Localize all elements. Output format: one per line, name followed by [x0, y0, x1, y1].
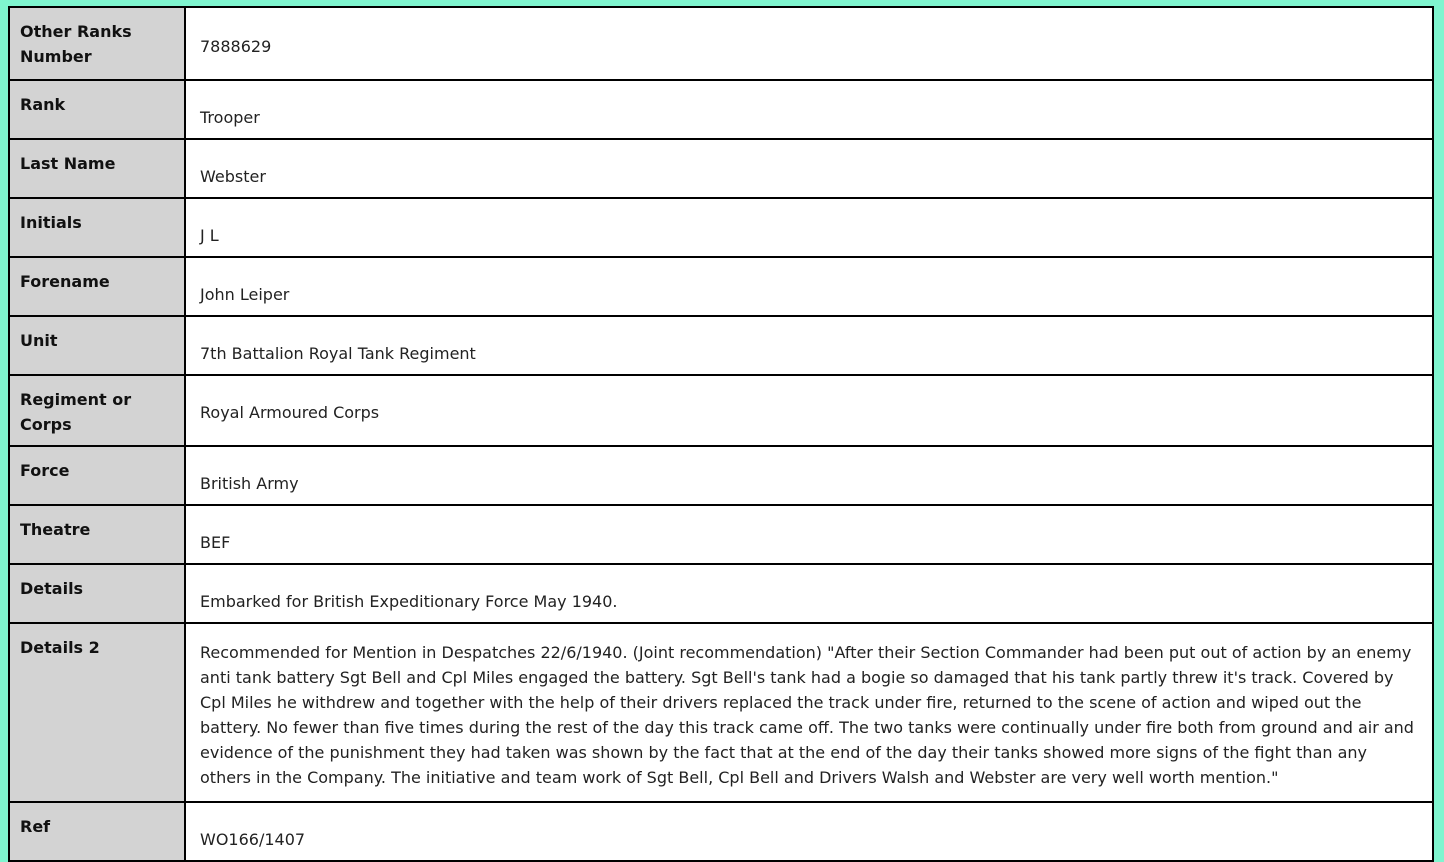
record-row-force — [9, 446, 1433, 505]
record-label: Details 2 — [9, 623, 185, 802]
record-label: Ref — [9, 802, 185, 861]
record-label: Unit — [9, 316, 185, 375]
record-row-rank — [9, 80, 1433, 139]
record-row-regiment-or-corps — [9, 375, 1433, 446]
record-label: Initials — [9, 198, 185, 257]
record-row-forename — [9, 257, 1433, 316]
record-value: Trooper — [185, 80, 1433, 139]
record-value: WO166/1407 — [185, 802, 1433, 861]
record-value: British Army — [185, 446, 1433, 505]
record-value: John Leiper — [185, 257, 1433, 316]
record-row-theatre — [9, 505, 1433, 564]
record-row-details — [9, 564, 1433, 623]
record-row-other-ranks-number — [9, 7, 1433, 80]
record-row-ref — [9, 802, 1433, 861]
record-label: Details — [9, 564, 185, 623]
record-value: 7888629 — [185, 7, 1433, 80]
record-value: Embarked for British Expeditionary Force May 1940. — [185, 564, 1433, 623]
record-row-last-name — [9, 139, 1433, 198]
record-label: Regiment or Corps — [9, 375, 185, 446]
record-label: Rank — [9, 80, 185, 139]
record-label: Forename — [9, 257, 185, 316]
service-record-table — [8, 6, 1434, 862]
record-value: 7th Battalion Royal Tank Regiment — [185, 316, 1433, 375]
record-label: Last Name — [9, 139, 185, 198]
record-value: Webster — [185, 139, 1433, 198]
record-label: Other Ranks Number — [9, 7, 185, 80]
record-value: J L — [185, 198, 1433, 257]
record-value: BEF — [185, 505, 1433, 564]
record-label: Force — [9, 446, 185, 505]
record-value: Recommended for Mention in Despatches 22/6/1940. (Joint recommendation) "After their Section Commander had been put out of action by an enemy anti tank battery Sgt Bell and Cpl Miles engaged the battery. Sgt Bell's tank had a bogie so damaged that his tank partly threw it's track. Covered by Cpl Miles he withdrew and together with the help of their drivers replaced the track under fire, returned to the scene of action and wiped out the battery. No fewer than five times during the rest of the day this track came off. The two tanks were continually under fire both from ground and air and evidence of the punishment they had taken was shown by the fact that at the end of the day their tanks showed more signs of the fight than any others in the Company. The initiative and team work of Sgt Bell, Cpl Bell and Drivers Walsh and Webster are very well worth mention." — [185, 623, 1433, 802]
record-row-initials — [9, 198, 1433, 257]
record-label: Theatre — [9, 505, 185, 564]
record-row-unit — [9, 316, 1433, 375]
record-value: Royal Armoured Corps — [185, 375, 1433, 446]
record-row-details-2 — [9, 623, 1433, 802]
